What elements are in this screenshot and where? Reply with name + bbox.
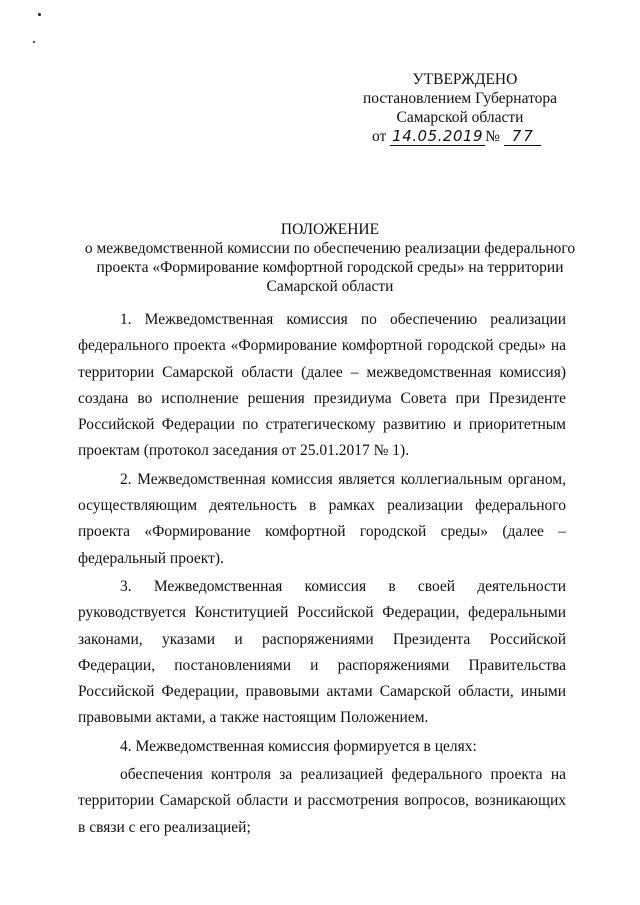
title-heading: ПОЛОЖЕНИЕ — [280, 221, 380, 238]
title-line-3: Самарской области — [266, 278, 394, 295]
paragraph-3: 3. Межведомственная комиссия в своей деятельности руководствуется Конституцией Российской Федерации, федеральными законами, указами и распоряжениями Президента Российской Федерации, постановлениями и распоряжениями Правительства Российской Федерации, правовыми актами Самарской области, иными правовыми актами, а также настоящим Положением. — [78, 577, 566, 727]
scan-speck — [38, 13, 41, 16]
handwritten-date: 14.05.2019 — [392, 127, 484, 145]
title-line-2: проекта «Формирование комфортной городской среды» на территории — [96, 259, 564, 276]
paragraph-2: 2. Межведомственная комиссия является коллегиальным органом, осуществляющим деятельность в рамках реализации федерального проекта «Формирование комфортной городской среды» (далее – федеральный проект). — [78, 470, 566, 567]
document-body — [78, 307, 566, 843]
approval-date-line — [360, 127, 560, 146]
number-prefix: № — [485, 128, 500, 145]
handwritten-number: 77 — [504, 127, 541, 146]
paragraph-1: 1. Межведомственная комиссия по обеспечению реализации федерального проекта «Формирование комфортной городской среды» на территории Самарской области (далее – межведомственная комиссия) создана во исполнение решения президиума Совета при Президенте Российской Федерации по стратегическому развитию и приоритетным проектам (протокол заседания от 25.01.2017 № 1). — [78, 311, 566, 460]
approval-line-3: Самарской области — [396, 109, 524, 126]
approval-heading: УТВЕРЖДЕНО — [412, 71, 518, 88]
document-title — [60, 220, 600, 296]
scan-speck — [33, 41, 35, 43]
approval-stamp — [360, 70, 560, 146]
date-prefix: от — [372, 128, 387, 145]
title-line-1: о межведомственной комиссии по обеспечению реализации федерального — [84, 240, 576, 257]
approval-line-2: постановлением Губернатора — [362, 90, 558, 107]
paragraph-4-item-1: обеспечения контроля за реализацией федерального проекта на территории Самарской области и рассмотрения вопросов, возникающих в связи с его реализацией; — [78, 766, 566, 836]
paragraph-4: 4. Межведомственная комиссия формируется в целях: — [120, 737, 477, 755]
